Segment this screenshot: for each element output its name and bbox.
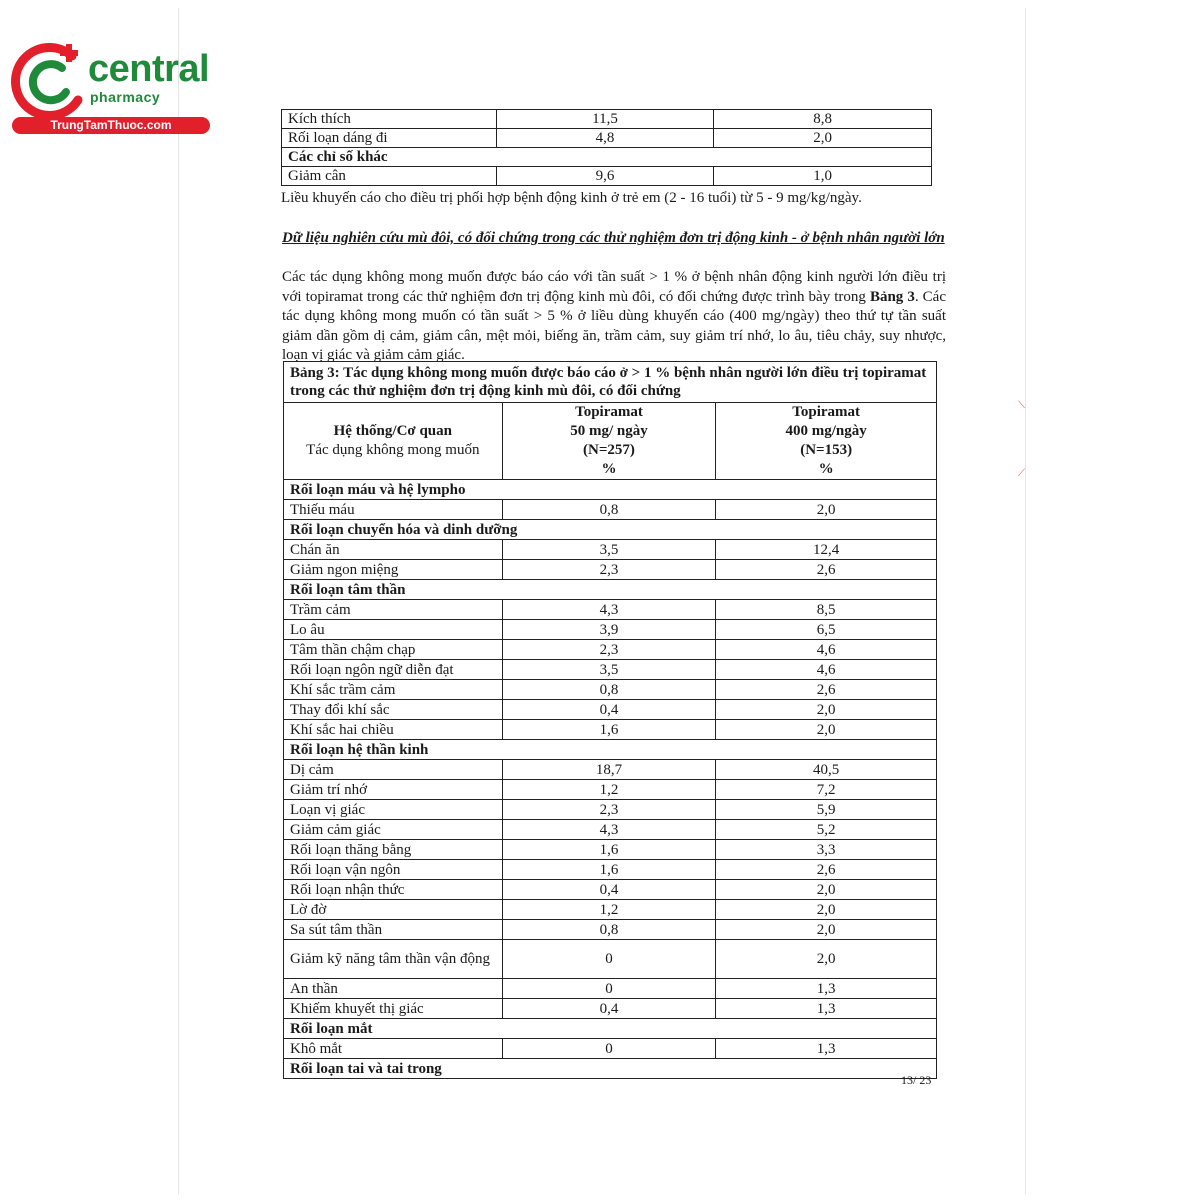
value-400mg: 2,0 xyxy=(716,880,937,900)
header-col2-line1: Topiramat xyxy=(575,404,643,420)
table-row xyxy=(284,720,937,740)
paragraph-table-ref: Bảng 3 xyxy=(869,288,915,305)
table-row xyxy=(282,110,932,129)
row-label: Giảm trí nhớ xyxy=(284,780,503,800)
table-row xyxy=(284,660,937,680)
table-row xyxy=(284,979,937,999)
row-label: Giảm ngon miệng xyxy=(284,560,503,580)
value-400mg: 1,3 xyxy=(716,999,937,1019)
row-label: Tâm thần chậm chạp xyxy=(284,640,503,660)
header-col2-line2: 50 mg/ ngày xyxy=(570,423,648,439)
row-label: Khiếm khuyết thị giác xyxy=(284,999,503,1019)
header-col3-line3: (N=153) xyxy=(800,442,853,458)
row-label: Sa sút tâm thần xyxy=(284,920,503,940)
value-50mg: 1,2 xyxy=(502,780,716,800)
table-row xyxy=(284,920,937,940)
section-row xyxy=(284,1059,937,1079)
table-row xyxy=(282,167,932,186)
value-400mg: 1,3 xyxy=(716,1039,937,1059)
value-50mg: 1,2 xyxy=(502,900,716,920)
value-50mg: 1,6 xyxy=(502,720,716,740)
header-col1-line2: Tác dụng không mong muốn xyxy=(306,442,480,458)
table-row xyxy=(284,820,937,840)
table-row xyxy=(284,800,937,820)
value-50mg: 1,6 xyxy=(502,840,716,860)
value-50mg: 0 xyxy=(502,1039,716,1059)
row-label: Khô mắt xyxy=(284,1039,503,1059)
row-label: Loạn vị giác xyxy=(284,800,503,820)
value-400mg: 2,0 xyxy=(716,900,937,920)
section-row xyxy=(284,1019,937,1039)
value-400mg: 1,0 xyxy=(714,167,932,186)
value-400mg: 7,2 xyxy=(716,780,937,800)
section-heading: Dữ liệu nghiên cứu mù đôi, có đối chứng trong các thử nghiệm đơn trị động kinh - ở bệnh nhân người lớn xyxy=(282,230,945,246)
value-400mg: 2,0 xyxy=(716,700,937,720)
value-50mg: 4,3 xyxy=(502,600,716,620)
section-title: Rối loạn tai và tai trong xyxy=(284,1059,937,1079)
paragraph-text-1: Các tác dụng không mong muốn được báo cáo với tần suất > 1 % ở bệnh nhân động kinh người lớn điều trị với topiramat trong các thử nghiệm đơn trị động kinh mù đôi, có đối chứng được trình bày trong xyxy=(282,269,946,305)
header-col3-line2: 400 mg/ngày xyxy=(785,423,867,439)
row-label: An thần xyxy=(284,979,503,999)
table-row xyxy=(284,760,937,780)
table-row xyxy=(284,880,937,900)
value-50mg: 4,3 xyxy=(502,820,716,840)
header-topiramat-50 xyxy=(502,403,716,480)
value-50mg: 2,3 xyxy=(502,640,716,660)
value-400mg: 2,0 xyxy=(716,720,937,740)
header-col3-line1: Topiramat xyxy=(792,404,861,420)
value-50mg: 0,8 xyxy=(502,500,716,520)
row-label: Khí sắc hai chiều xyxy=(284,720,503,740)
row-label: Thay đổi khí sắc xyxy=(284,700,503,720)
row-label: Lờ đờ xyxy=(284,900,503,920)
brand-site-banner: TrungTamThuoc.com xyxy=(12,117,210,134)
value-400mg: 1,3 xyxy=(716,979,937,999)
value-400mg: 2,0 xyxy=(716,500,937,520)
adverse-effects-table-continued xyxy=(281,109,932,186)
header-col2-line4: % xyxy=(601,461,617,477)
table-row xyxy=(284,540,937,560)
brand-subtitle: pharmacy xyxy=(90,89,161,105)
table-row xyxy=(284,680,937,700)
row-label: Rối loạn vận ngôn xyxy=(284,860,503,880)
value-50mg: 0,8 xyxy=(502,680,716,700)
row-label: Giảm cân xyxy=(282,167,497,186)
value-400mg: 40,5 xyxy=(716,760,937,780)
value-400mg: 2,6 xyxy=(716,680,937,700)
table-row xyxy=(284,900,937,920)
value-50mg: 9,6 xyxy=(496,167,714,186)
section-title: Rối loạn máu và hệ lympho xyxy=(284,480,937,500)
row-label: Giảm kỹ năng tâm thần vận động xyxy=(284,940,503,979)
value-50mg: 0,4 xyxy=(502,999,716,1019)
value-50mg: 0 xyxy=(502,940,716,979)
value-400mg: 2,0 xyxy=(714,129,932,148)
value-50mg: 4,8 xyxy=(496,129,714,148)
value-400mg: 6,5 xyxy=(716,620,937,640)
value-400mg: 3,3 xyxy=(716,840,937,860)
table-row xyxy=(284,640,937,660)
row-label: Lo âu xyxy=(284,620,503,640)
row-label: Rối loạn thăng bằng xyxy=(284,840,503,860)
value-400mg: 5,2 xyxy=(716,820,937,840)
header-col1-line1: Hệ thống/Cơ quan xyxy=(333,423,452,439)
table-row xyxy=(284,700,937,720)
value-400mg: 5,9 xyxy=(716,800,937,820)
margin-stamp-mark: ⟋ xyxy=(1018,468,1025,479)
value-400mg: 2,6 xyxy=(716,560,937,580)
margin-stamp-mark: ⟍ xyxy=(1018,400,1025,411)
section-title: Rối loạn hệ thần kinh xyxy=(284,740,937,760)
section-paragraph xyxy=(282,268,946,366)
value-400mg: 12,4 xyxy=(716,540,937,560)
table-row xyxy=(284,560,937,580)
header-col3-line4: % xyxy=(818,461,834,477)
value-50mg: 2,3 xyxy=(502,800,716,820)
header-col2-line3: (N=257) xyxy=(583,442,635,458)
table-row xyxy=(284,600,937,620)
table-row xyxy=(284,620,937,640)
section-row xyxy=(284,740,937,760)
section-title: Rối loạn tâm thần xyxy=(284,580,937,600)
value-50mg: 2,3 xyxy=(502,560,716,580)
paragraph-text-2: . Các tác dụng không mong muốn có tần suất > 5 % ở liều dùng khuyến cáo (400 mg/ngày) theo thứ tự tần suất giảm dần gồm dị cảm, giảm cân, mệt mỏi, biếng ăn, trầm cảm, suy giảm trí nhớ, lo âu, tiêu chảy, suy nhược, loạn vị giác và giảm cảm giác. xyxy=(282,288,946,363)
row-label: Chán ăn xyxy=(284,540,503,560)
value-400mg: 4,6 xyxy=(716,660,937,680)
value-400mg: 2,0 xyxy=(716,940,937,979)
table-row xyxy=(284,940,937,979)
table-3-adverse-effects xyxy=(283,361,937,1079)
row-label: Rối loạn dáng đi xyxy=(282,129,497,148)
table-row xyxy=(284,780,937,800)
value-400mg: 8,5 xyxy=(716,600,937,620)
value-400mg: 2,6 xyxy=(716,860,937,880)
value-400mg: 2,0 xyxy=(716,920,937,940)
section-row xyxy=(284,520,937,540)
table-3-caption: Bảng 3: Tác dụng không mong muốn được báo cáo ở > 1 % bệnh nhân người lớn điều trị topiramat trong các thử nghiệm đơn trị động kinh mù đôi, có đối chứng xyxy=(284,362,937,403)
table-row xyxy=(284,500,937,520)
section-title: Rối loạn mắt xyxy=(284,1019,937,1039)
section-title: Các chỉ số khác xyxy=(282,148,932,167)
value-50mg: 3,5 xyxy=(502,660,716,680)
row-label: Rối loạn nhận thức xyxy=(284,880,503,900)
row-label: Rối loạn ngôn ngữ diễn đạt xyxy=(284,660,503,680)
brand-name: central xyxy=(88,48,210,90)
row-label: Kích thích xyxy=(282,110,497,129)
row-label: Thiếu máu xyxy=(284,500,503,520)
pediatric-dose-note: Liều khuyến cáo cho điều trị phối hợp bệnh động kinh ở trẻ em (2 - 16 tuổi) từ 5 - 9 mg/kg/ngày. xyxy=(281,190,862,206)
value-50mg: 0 xyxy=(502,979,716,999)
row-label: Khí sắc trầm cảm xyxy=(284,680,503,700)
section-row xyxy=(282,148,932,167)
value-400mg: 8,8 xyxy=(714,110,932,129)
table-row xyxy=(284,840,937,860)
table-row xyxy=(284,1039,937,1059)
table-row xyxy=(284,860,937,880)
section-title: Rối loạn chuyển hóa và dinh dưỡng xyxy=(284,520,937,540)
header-topiramat-400 xyxy=(716,403,937,480)
row-label: Giảm cảm giác xyxy=(284,820,503,840)
value-50mg: 3,9 xyxy=(502,620,716,640)
page-number: 13/ 23 xyxy=(901,1073,932,1087)
section-row xyxy=(284,480,937,500)
value-400mg: 4,6 xyxy=(716,640,937,660)
row-label: Dị cảm xyxy=(284,760,503,780)
section-row xyxy=(284,580,937,600)
value-50mg: 3,5 xyxy=(502,540,716,560)
value-50mg: 18,7 xyxy=(502,760,716,780)
value-50mg: 0,4 xyxy=(502,880,716,900)
row-label: Trầm cảm xyxy=(284,600,503,620)
header-system-organ xyxy=(284,403,503,480)
table-row xyxy=(282,129,932,148)
value-50mg: 11,5 xyxy=(496,110,714,129)
value-50mg: 0,4 xyxy=(502,700,716,720)
value-50mg: 1,6 xyxy=(502,860,716,880)
table-row xyxy=(284,999,937,1019)
value-50mg: 0,8 xyxy=(502,920,716,940)
